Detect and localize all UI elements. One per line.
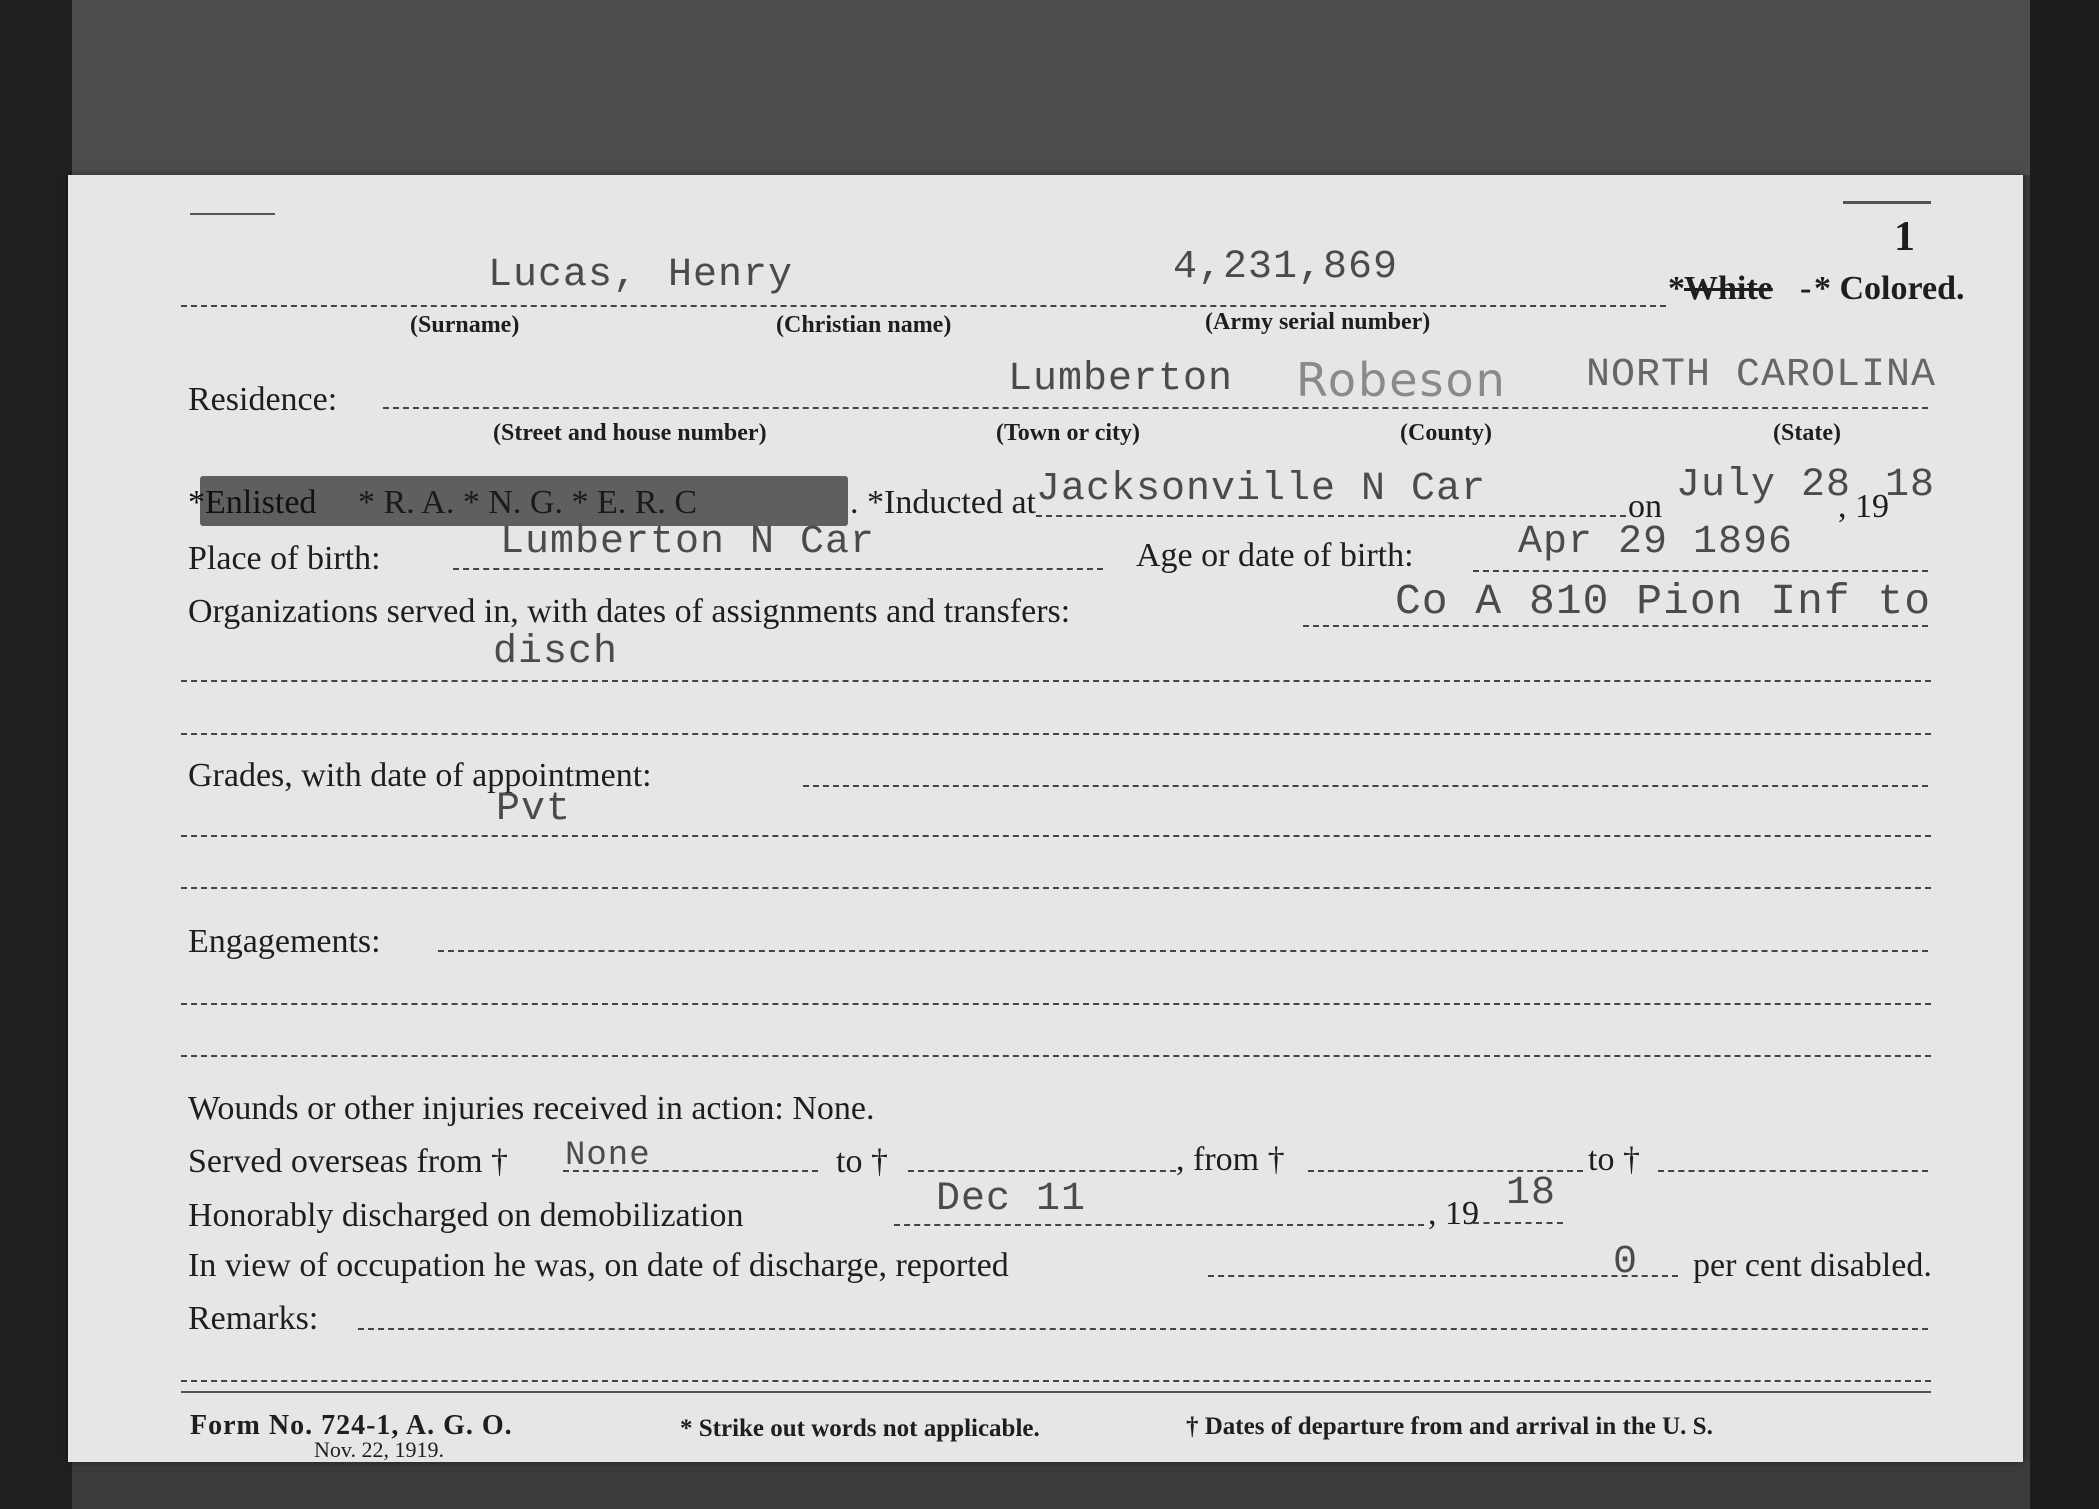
top-left-rule: [190, 213, 275, 215]
grades-label: Grades, with date of appointment:: [188, 757, 652, 794]
grades-value: Pvt: [496, 787, 572, 832]
place-of-birth-line: [453, 568, 1103, 570]
engagements-line2: [181, 1003, 1931, 1005]
organizations-line3: [181, 733, 1931, 735]
residence-line: [383, 407, 1928, 409]
overseas-to-label: to †: [836, 1143, 888, 1180]
wounds-label: Wounds or other injuries received in action: None.: [188, 1090, 875, 1127]
discharge-date-line: [894, 1224, 1424, 1226]
christian-name-caption: (Christian name): [776, 312, 952, 338]
induction-on-label: on: [1628, 488, 1662, 525]
engagements-line1: [438, 950, 1928, 952]
residence-state-value: NORTH CAROLINA: [1586, 353, 1937, 398]
organizations-line1: [1303, 625, 1928, 627]
race-asterisk: *: [1668, 270, 1685, 307]
discharge-year-value: 18: [1506, 1171, 1557, 1216]
induction-year-value: 18: [1885, 463, 1936, 508]
inducted-line: [1036, 515, 1626, 517]
remarks-label: Remarks:: [188, 1300, 319, 1337]
form-date: Nov. 22, 1919.: [314, 1437, 444, 1462]
date-of-birth-value: Apr 29 1896: [1518, 520, 1794, 565]
overseas-to2-line: [1658, 1170, 1928, 1172]
scan-border-left: [0, 0, 72, 1509]
overseas-from-value: None: [565, 1137, 651, 1175]
residence-town-value: Lumberton: [1008, 357, 1234, 402]
race-white-option: White: [1684, 270, 1773, 307]
serial-number-value: 4,231,869: [1173, 245, 1399, 290]
dates-note: † Dates of departure from and arrival in the U. S.: [1186, 1413, 1713, 1440]
scan-border-right: [2030, 0, 2099, 1509]
race-colored-option: * Colored.: [1814, 270, 1965, 307]
top-right-rule: [1843, 201, 1931, 204]
discharge-year-line: [1473, 1222, 1563, 1224]
grades-line3: [181, 887, 1931, 889]
remarks-line1: [358, 1328, 1928, 1330]
date-of-birth-line: [1473, 570, 1928, 572]
street-caption: (Street and house number): [493, 420, 767, 446]
footer-rule: [181, 1391, 1931, 1393]
date-of-birth-label: Age or date of birth:: [1136, 537, 1414, 574]
town-caption: (Town or city): [996, 420, 1140, 446]
state-caption: (State): [1773, 420, 1841, 446]
surname-caption: (Surname): [410, 312, 520, 338]
enlisted-option: *Enlisted: [188, 484, 317, 521]
overseas-to-line: [908, 1170, 1176, 1172]
organizations-label: Organizations served in, with dates of assignments and transfers:: [188, 593, 1071, 630]
disability-label: In view of occupation he was, on date of discharge, reported: [188, 1247, 1009, 1284]
disability-percent-value: 0: [1613, 1240, 1639, 1285]
strike-note: * Strike out words not applicable.: [680, 1415, 1040, 1442]
discharge-date-value: Dec 11: [936, 1177, 1087, 1222]
overseas-from-line: [563, 1170, 818, 1172]
remarks-line2: [181, 1380, 1931, 1382]
name-line: [181, 305, 1666, 307]
overseas-label: Served overseas from †: [188, 1143, 509, 1180]
surname-value: Lucas,: [488, 253, 639, 298]
scan-border-top: [72, 0, 2030, 175]
grades-line1: [803, 785, 1928, 787]
christian-name-value: Henry: [668, 253, 794, 298]
service-record-card: [68, 175, 2023, 1462]
organizations-value-line1: Co A 810 Pion Inf to: [1395, 577, 1932, 626]
place-of-birth-label: Place of birth:: [188, 540, 381, 577]
organizations-value-line2: disch: [493, 630, 619, 675]
service-type-options: * R. A. * N. G. * E. R. C: [358, 484, 698, 521]
race-separator: -: [1800, 270, 1812, 307]
discharge-label: Honorably discharged on demobilization: [188, 1197, 744, 1234]
disability-line: [1208, 1275, 1678, 1277]
engagements-line3: [181, 1055, 1931, 1057]
induction-date-value: July 28: [1676, 463, 1852, 508]
scan-border-bottom: [72, 1458, 2030, 1509]
overseas-to2-label: to †: [1588, 1141, 1640, 1178]
form-number: Form No. 724-1, A. G. O.: [190, 1410, 513, 1441]
residence-county-value: Robeson: [1296, 353, 1507, 407]
county-caption: (County): [1400, 420, 1493, 446]
discharge-year-prefix: , 19: [1428, 1195, 1479, 1232]
serial-caption: (Army serial number): [1205, 309, 1431, 335]
residence-label: Residence:: [188, 381, 338, 418]
grades-line2: [181, 835, 1931, 837]
card-number: 1: [1894, 214, 1915, 260]
disability-suffix: per cent disabled.: [1693, 1247, 1932, 1284]
place-of-birth-value: Lumberton N Car: [500, 520, 876, 565]
inducted-at-value: Jacksonville N Car: [1036, 467, 1487, 512]
organizations-line2: [181, 680, 1931, 682]
engagements-label: Engagements:: [188, 923, 381, 960]
overseas-from2-label: , from †: [1176, 1141, 1285, 1178]
inducted-label: . *Inducted at: [850, 484, 1036, 521]
induction-year-prefix: , 19: [1838, 488, 1889, 525]
